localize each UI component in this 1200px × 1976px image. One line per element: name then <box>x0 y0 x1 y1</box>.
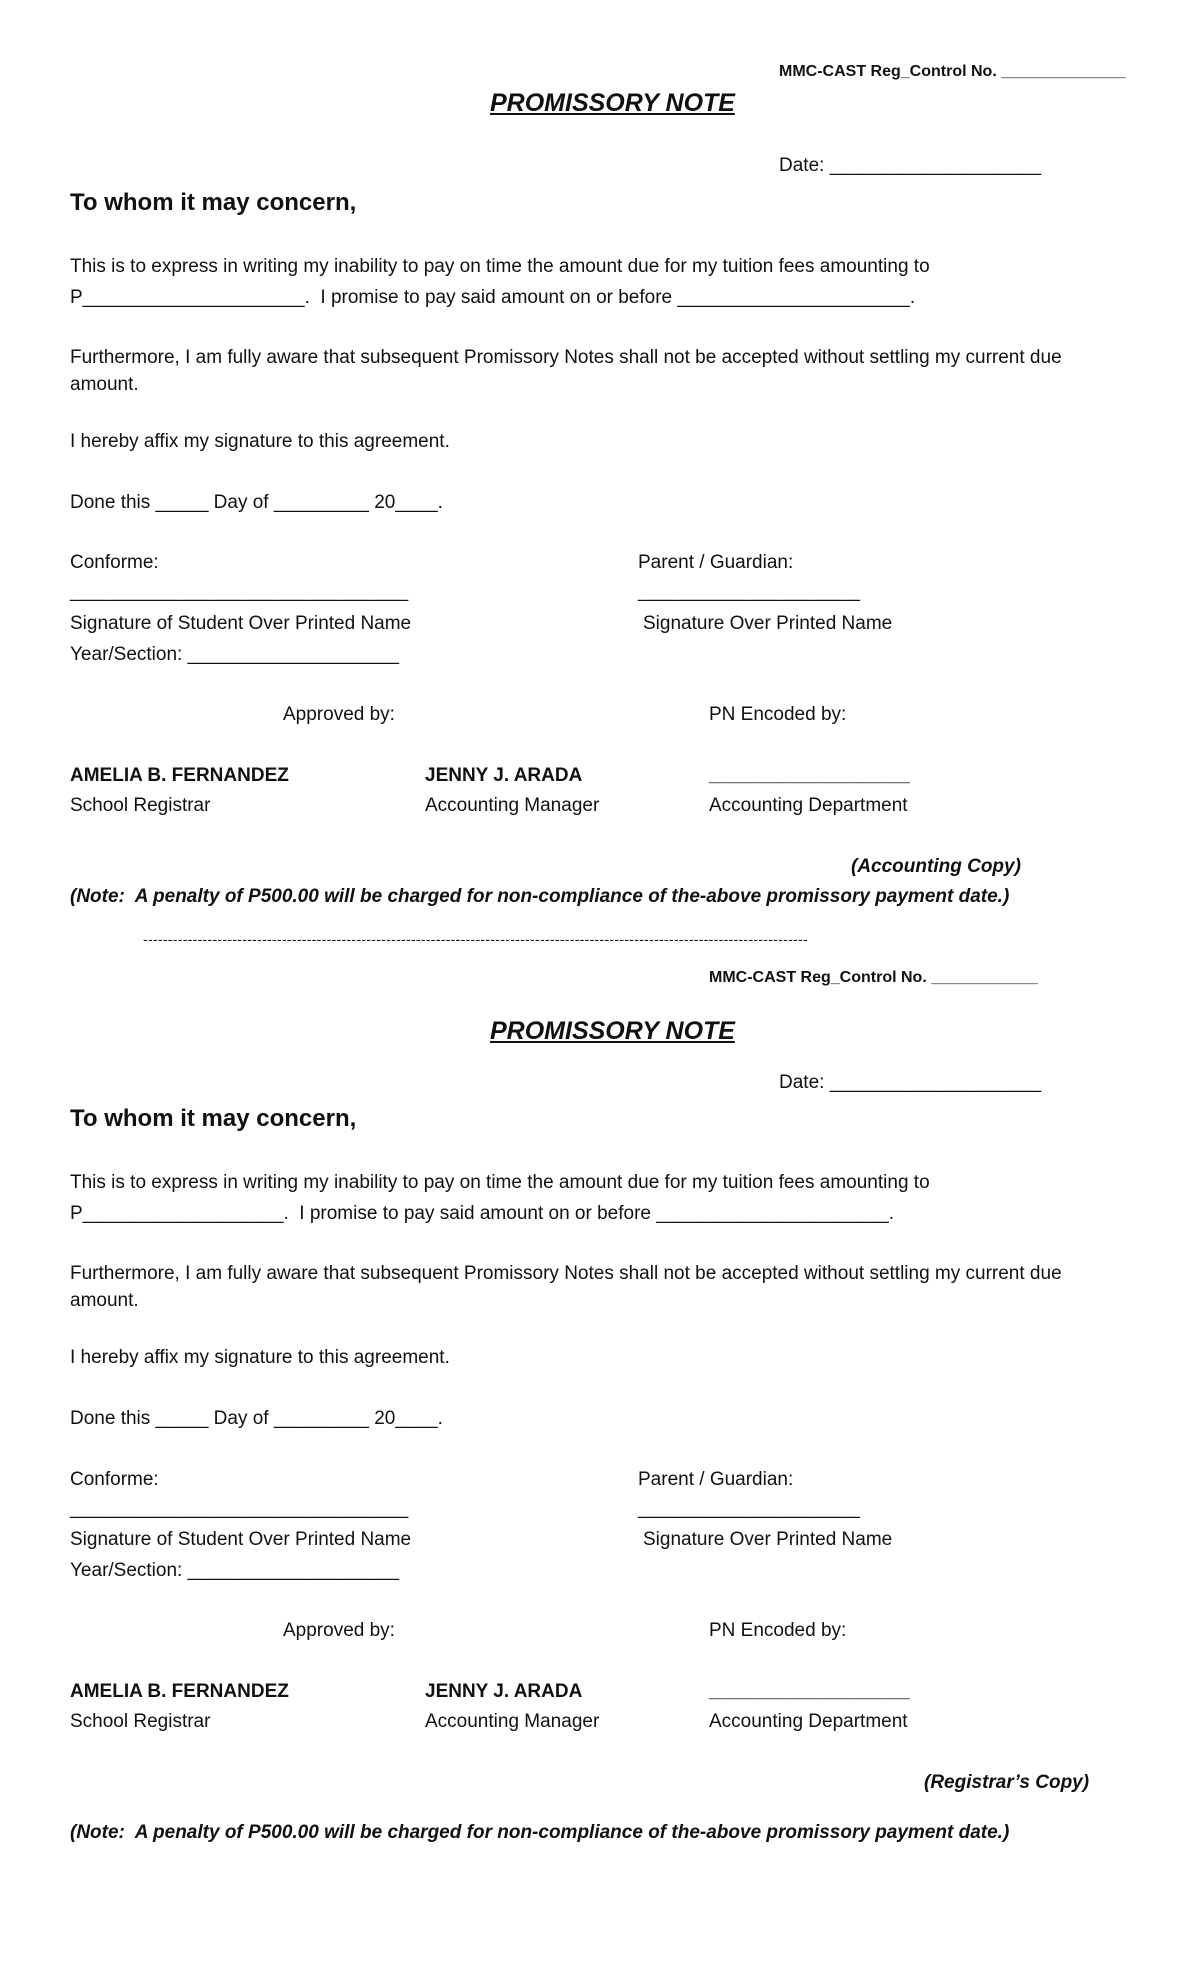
date-field: Date: ____________________ <box>779 155 1042 176</box>
manager-title: Accounting Manager <box>425 795 600 816</box>
para1-line2: P___________________. I promise to pay said amount on or before ______________________. <box>70 1203 895 1224</box>
para1-line2: P_____________________. I promise to pay said amount on or before ______________________. <box>70 287 916 308</box>
parent-signature-label: Signature Over Printed Name <box>643 613 893 634</box>
manager-name: JENNY J. ARADA <box>425 765 583 786</box>
affix-statement: I hereby affix my signature to this agreement. <box>70 1347 450 1368</box>
greeting: To whom it may concern, <box>70 189 357 216</box>
parent-signature-line: _____________________ <box>638 1498 860 1519</box>
control-number <box>779 60 1126 84</box>
control-blank: ____________ <box>931 969 1038 986</box>
done-line: Done this _____ Day of _________ 20____. <box>70 1408 443 1429</box>
date-field: Date: ____________________ <box>779 1072 1042 1093</box>
page-title: PROMISSORY NOTE <box>490 1017 735 1045</box>
encoder-department: Accounting Department <box>709 1711 908 1732</box>
para1-line1: This is to express in writing my inability to pay on time the amount due for my tuition fees amounting to <box>70 256 930 277</box>
para2-line2: amount. <box>70 1290 139 1311</box>
registrar-title: School Registrar <box>70 795 211 816</box>
para2-line1: Furthermore, I am fully aware that subsequent Promissory Notes shall not be accepted without settling my current due <box>70 1263 1062 1284</box>
penalty-note: (Note: A penalty of P500.00 will be charged for non-compliance of the-above promissory payment date.) <box>70 1822 1010 1843</box>
para2-line2: amount. <box>70 374 139 395</box>
copy-label: (Accounting Copy) <box>851 856 1021 877</box>
student-signature-line: ________________________________ <box>70 581 409 602</box>
penalty-note: (Note: A penalty of P500.00 will be charged for non-compliance of the-above promissory payment date.) <box>70 886 1010 907</box>
para1-line1: This is to express in writing my inability to pay on time the amount due for my tuition fees amounting to <box>70 1172 930 1193</box>
year-section-field: Year/Section: ____________________ <box>70 1560 399 1581</box>
registrar-name: AMELIA B. FERNANDEZ <box>70 765 289 786</box>
manager-title: Accounting Manager <box>425 1711 600 1732</box>
parent-signature-line: _____________________ <box>638 581 860 602</box>
parent-guardian-label: Parent / Guardian: <box>638 1469 794 1490</box>
copy-label: (Registrar’s Copy) <box>924 1772 1090 1793</box>
student-signature-label: Signature of Student Over Printed Name <box>70 1529 412 1550</box>
student-signature-line: ________________________________ <box>70 1498 409 1519</box>
affix-statement: I hereby affix my signature to this agreement. <box>70 431 450 452</box>
registrar-name: AMELIA B. FERNANDEZ <box>70 1681 289 1702</box>
pn-encoded-by-label: PN Encoded by: <box>709 1620 847 1641</box>
control-blank: ______________ <box>1001 63 1126 80</box>
year-section-field: Year/Section: ____________________ <box>70 644 399 665</box>
control-number <box>709 966 1038 990</box>
page-title: PROMISSORY NOTE <box>490 89 735 117</box>
encoder-signature-line: ___________________ <box>709 765 910 786</box>
encoder-signature-line: ___________________ <box>709 1681 910 1702</box>
registrar-title: School Registrar <box>70 1711 211 1732</box>
parent-signature-label: Signature Over Printed Name <box>643 1529 893 1550</box>
done-line: Done this _____ Day of _________ 20____. <box>70 492 443 513</box>
tear-off-separator: -------------------------------------------------------------------------------------------------------------------------------------- <box>143 931 808 947</box>
student-signature-label: Signature of Student Over Printed Name <box>70 613 412 634</box>
manager-name: JENNY J. ARADA <box>425 1681 583 1702</box>
conforme-label: Conforme: <box>70 1469 159 1490</box>
pn-encoded-by-label: PN Encoded by: <box>709 704 847 725</box>
approved-by-label: Approved by: <box>283 704 395 725</box>
greeting: To whom it may concern, <box>70 1105 357 1132</box>
parent-guardian-label: Parent / Guardian: <box>638 552 794 573</box>
para2-line1: Furthermore, I am fully aware that subsequent Promissory Notes shall not be accepted without settling my current due <box>70 347 1062 368</box>
control-label: MMC-CAST Reg_Control No. <box>779 63 997 80</box>
control-label: MMC-CAST Reg_Control No. <box>709 969 927 986</box>
conforme-label: Conforme: <box>70 552 159 573</box>
encoder-department: Accounting Department <box>709 795 908 816</box>
approved-by-label: Approved by: <box>283 1620 395 1641</box>
